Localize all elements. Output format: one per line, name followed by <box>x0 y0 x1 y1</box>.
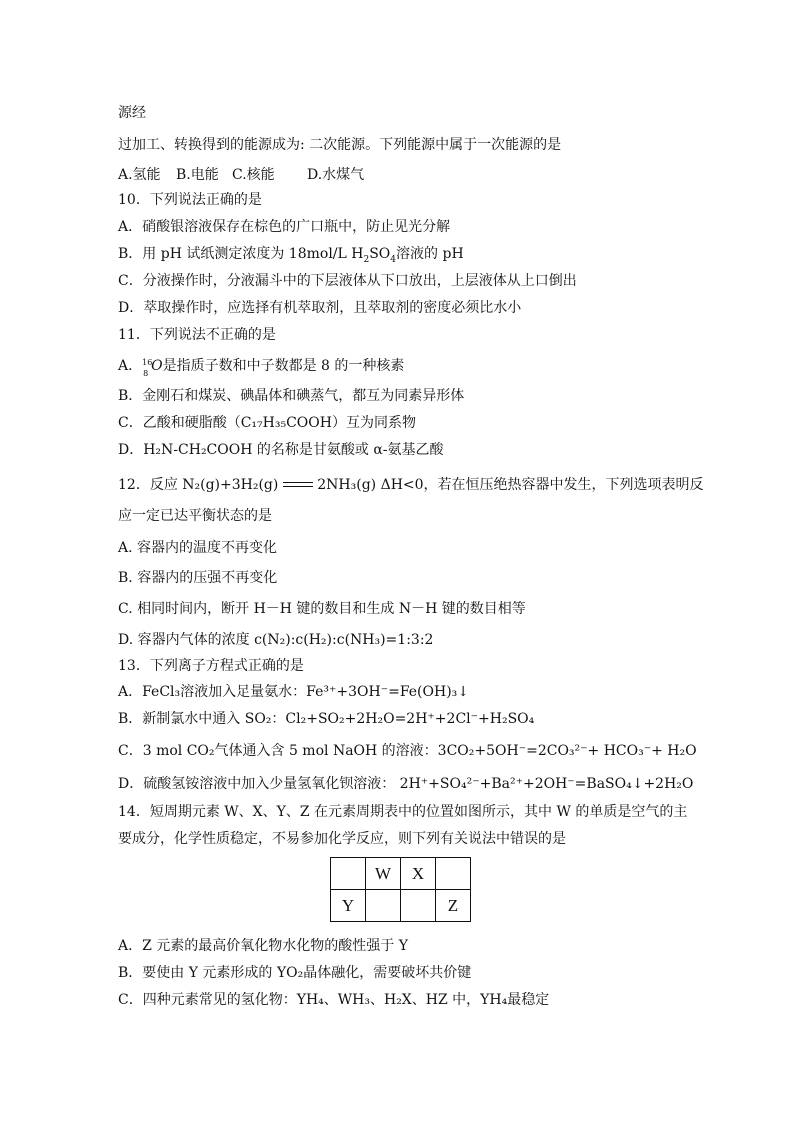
option-d: D. 容器内气体的浓度 c(N₂):c(H₂):c(NH₃)=1:3:2 <box>118 632 434 648</box>
table-cell: Z <box>436 890 471 922</box>
equilibrium-arrow-icon <box>283 480 313 490</box>
table-cell <box>366 890 401 922</box>
table-cell <box>401 890 436 922</box>
table-cell <box>331 858 366 890</box>
q9-options <box>118 166 364 184</box>
question-stem: 10．下列说法正确的是 <box>118 192 262 208</box>
option-c: C．乙酸和硬脂酸（C₁₇H₃₅COOH）互为同系物 <box>118 415 416 431</box>
table-cell: X <box>401 858 436 890</box>
table-cell: W <box>366 858 401 890</box>
table-cell: Y <box>331 890 366 922</box>
option-a: A．硝酸银溶液保存在棕色的广口瓶中，防止见光分解 <box>118 219 451 235</box>
option-a: A．FeCl₃溶液加入足量氨水：Fe³⁺+3OH⁻=Fe(OH)₃↓ <box>118 684 470 700</box>
option-a: A． 16 8 O是指质子数和中子数都是 8 的一种核素 <box>118 358 405 378</box>
text-line: 过加工、转换得到的能源成为: 二次能源。下列能源中属于一次能源的是 <box>118 137 562 153</box>
option: C.核能 <box>232 167 275 183</box>
option-b: B．金刚石和煤炭、碘晶体和碘蒸气，都互为同素异形体 <box>118 388 465 404</box>
option-b: B．新制氯水中通入 SO₂：Cl₂+SO₂+2H₂O=2H⁺+2Cl⁻+H₂SO₄ <box>118 711 535 727</box>
option-c: C．四种元素常见的氢化物：YH₄、WH₃、H₂X、HZ 中，YH₄最稳定 <box>118 992 550 1008</box>
periodic-table-fragment <box>330 857 471 922</box>
option: B.电能 <box>176 167 219 183</box>
option: D.水煤气 <box>307 167 365 183</box>
option-d: D．硫酸氢铵溶液中加入少量氢氧化钡溶液： 2H⁺+SO₄²⁻+Ba²⁺+2OH⁻=BaSO₄↓+2H₂O <box>118 776 694 792</box>
table-cell <box>436 858 471 890</box>
question-stem: 13．下列离子方程式正确的是 <box>118 658 304 674</box>
option-a: A. 容器内的温度不再变化 <box>118 540 278 556</box>
question-stem-cont: 应一定已达平衡状态的是 <box>118 508 272 524</box>
question-stem: 12．反应 N₂(g)+3H₂(g) 2NH₃(g) ΔH<0，若在恒压绝热容器中发生，下列选项表明反 <box>118 477 704 493</box>
question-stem: 11．下列说法不正确的是 <box>118 327 276 343</box>
option-c: C. 相同时间内，断开 H－H 键的数目和生成 N－H 键的数目相等 <box>118 601 526 617</box>
option-a: A．Z 元素的最高价氧化物水化物的酸性强于 Y <box>118 938 408 954</box>
question-stem: 14．短周期元素 W、X、Y、Z 在元素周期表中的位置如图所示，其中 W 的单质是空气的主 <box>118 804 688 820</box>
text-line: 源经 <box>118 105 146 121</box>
nuclide-notation: 16 8 <box>142 358 153 378</box>
option-b: B. 容器内的压强不再变化 <box>118 570 278 586</box>
option-d: D．H₂N-CH₂COOH 的名称是甘氨酸或 α-氨基乙酸 <box>118 442 444 458</box>
option-c: C．3 mol CO₂气体通入含 5 mol NaOH 的溶液：3CO₂+5OH⁻=2CO₃²⁻+ HCO₃⁻+ H₂O <box>118 743 697 759</box>
option: A.氢能 <box>118 167 161 183</box>
option-b: B．要使由 Y 元素形成的 YO₂晶体融化，需要破坏共价键 <box>118 965 472 981</box>
question-stem-cont: 要成分，化学性质稳定，不易参加化学反应，则下列有关说法中错误的是 <box>118 831 566 847</box>
option-c: C．分液操作时，分液漏斗中的下层液体从下口放出，上层液体从上口倒出 <box>118 273 577 289</box>
option-d: D．萃取操作时，应选择有机萃取剂，且萃取剂的密度必须比水小 <box>118 300 522 316</box>
option-b: B．用 pH 试纸测定浓度为 18mol/L $H_2SO_4$溶液的 pH <box>118 246 464 265</box>
